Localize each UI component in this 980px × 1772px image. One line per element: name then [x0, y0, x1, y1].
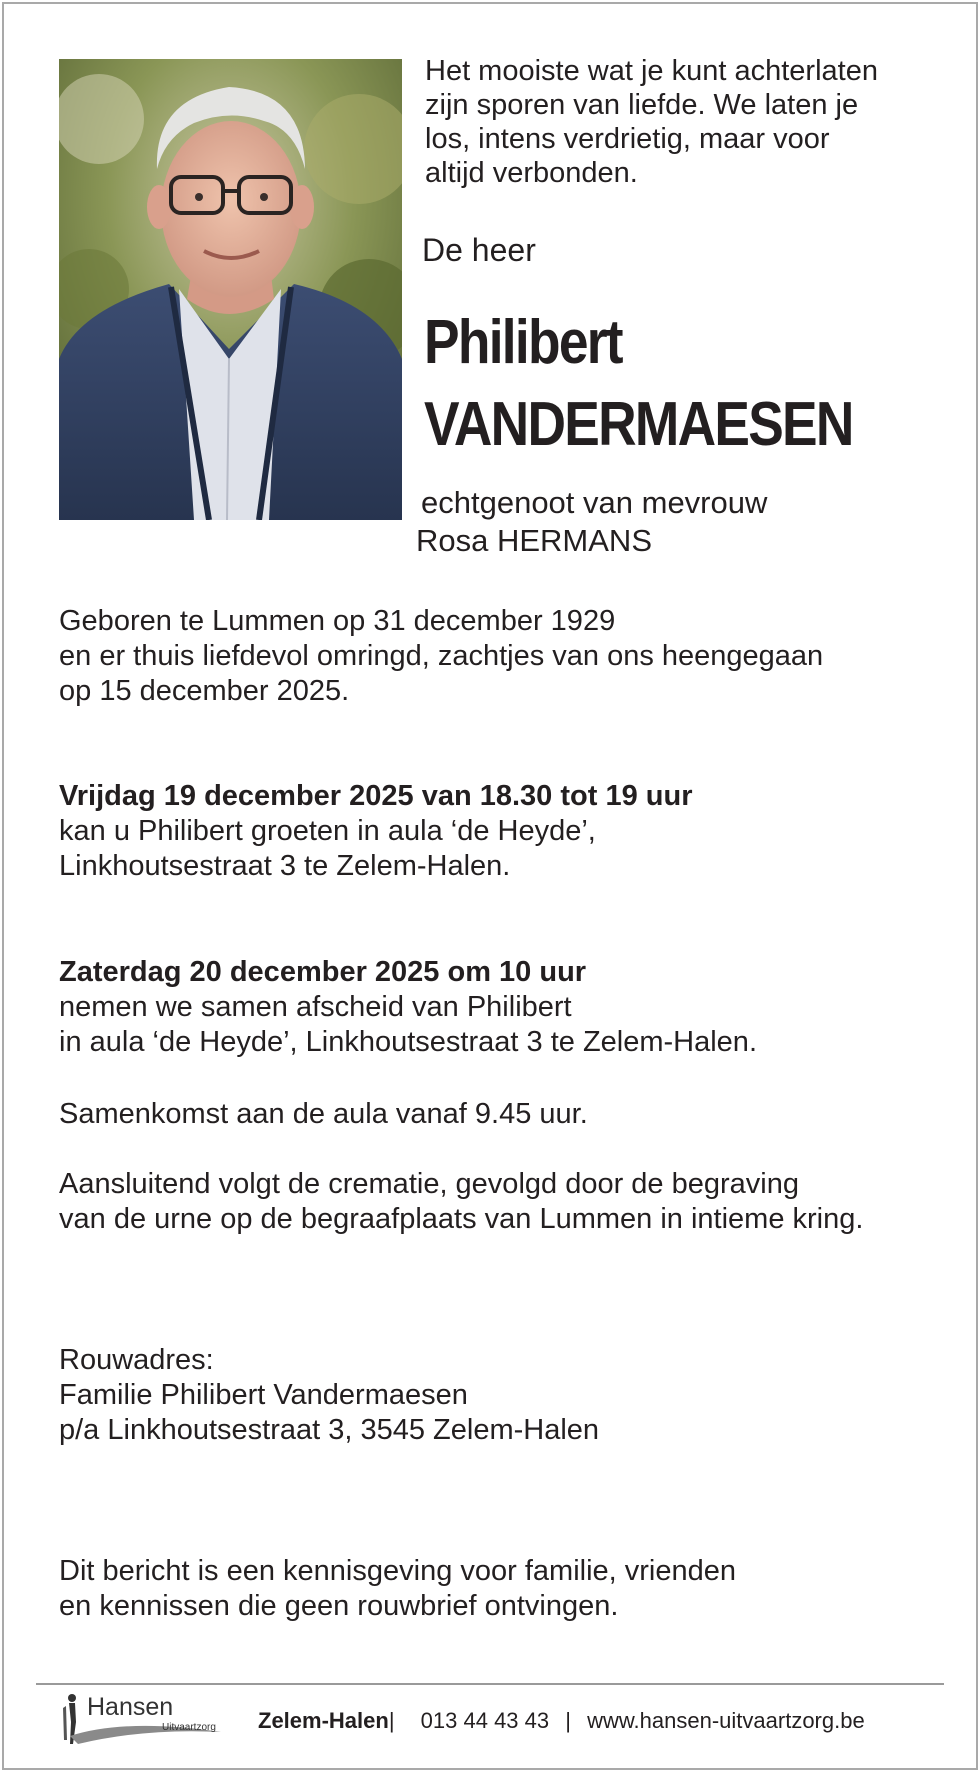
farewell-line: in aula ‘de Heyde’, Linkhoutsestraat 3 te Zelem-Halen. — [59, 1026, 757, 1058]
last-name: VANDERMAESEN — [424, 390, 853, 459]
separator: | — [388, 1708, 395, 1733]
spouse-line: echtgenoot van mevrouw — [421, 485, 768, 520]
birth-death-line: op 15 december 2025. — [59, 675, 350, 707]
notice-text — [59, 1554, 939, 1624]
motto-text — [425, 54, 945, 190]
separator: | — [565, 1708, 571, 1733]
motto-line: los, intens verdrietig, maar voor — [425, 123, 830, 155]
portrait-photo — [59, 59, 402, 520]
gathering-info — [59, 1097, 939, 1132]
footer-contact — [258, 1707, 865, 1735]
funeral-home-logo — [56, 1688, 236, 1752]
address-line: Familie Philibert Vandermaesen — [59, 1379, 468, 1411]
farewell-heading: Zaterdag 20 december 2025 om 10 uur — [59, 956, 587, 988]
spouse-info — [416, 484, 768, 560]
farewell-line: nemen we samen afscheid van Philibert — [59, 991, 572, 1023]
spouse-name: Rosa HERMANS — [416, 523, 652, 558]
honorific-title: De heer — [422, 232, 536, 268]
cremation-info — [59, 1167, 939, 1237]
address-line: p/a Linkhoutsestraat 3, 3545 Zelem-Halen — [59, 1414, 600, 1446]
farewell-info — [59, 955, 939, 1060]
notice-line: en kennissen die geen rouwbrief ontvingen. — [59, 1590, 619, 1622]
visitation-line: kan u Philibert groeten in aula ‘de Heyde’, — [59, 815, 596, 847]
visitation-line: Linkhoutsestraat 3 te Zelem-Halen. — [59, 850, 511, 882]
first-name: Philibert — [424, 308, 622, 377]
cremation-line: van de urne op de begraafplaats van Lummen in intieme kring. — [59, 1203, 864, 1235]
motto-line: altijd verbonden. — [425, 157, 638, 189]
footer-phone[interactable]: 013 44 43 43 — [420, 1708, 550, 1733]
birth-death-info — [59, 604, 939, 709]
birth-death-line: Geboren te Lummen op 31 december 1929 — [59, 605, 616, 637]
deceased-name — [424, 302, 853, 466]
notice-line: Dit bericht is een kennisgeving voor familie, vrienden — [59, 1555, 737, 1587]
birth-death-line: en er thuis liefdevol omringd, zachtjes van ons heengegaan — [59, 640, 824, 672]
visitation-info — [59, 779, 939, 884]
visitation-heading: Vrijdag 19 december 2025 van 18.30 tot 19 uur — [59, 780, 693, 812]
mourning-address — [59, 1343, 939, 1448]
cremation-line: Aansluitend volgt de crematie, gevolgd door de begraving — [59, 1168, 799, 1200]
logo-name: Hansen — [87, 1693, 174, 1721]
logo-subtitle: Uitvaartzorg — [162, 1722, 216, 1733]
footer-website-link[interactable]: www.hansen-uitvaartzorg.be — [587, 1708, 865, 1733]
gathering-line: Samenkomst aan de aula vanaf 9.45 uur. — [59, 1098, 588, 1130]
address-line: Rouwadres: — [59, 1344, 214, 1376]
footer-city: Zelem-Halen — [258, 1708, 389, 1733]
footer-divider — [36, 1683, 944, 1685]
motto-line: zijn sporen van liefde. We laten je — [425, 89, 859, 121]
motto-line: Het mooiste wat je kunt achterlaten — [425, 55, 878, 87]
